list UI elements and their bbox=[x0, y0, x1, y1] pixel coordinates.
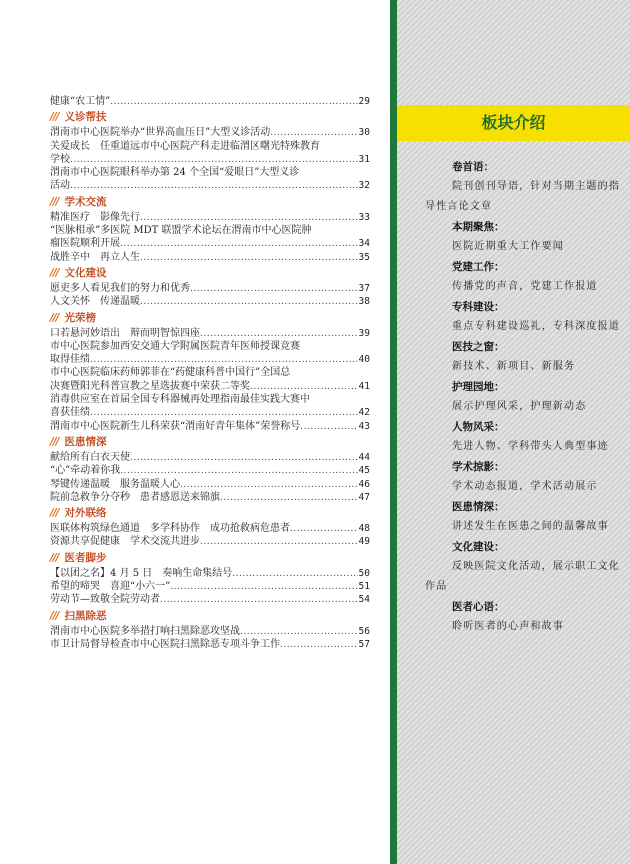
toc-page-number: 57 bbox=[358, 638, 370, 650]
toc-entry-title: 渭南市中心医院新生儿科荣获“渭南好青年集体”荣誉称号 bbox=[50, 420, 301, 432]
leader-dots bbox=[90, 407, 358, 419]
toc-entry[interactable] bbox=[50, 535, 370, 548]
intro-description: 学术动态报道，学术活动展示 bbox=[452, 481, 598, 492]
intro-heading: 医者心语： bbox=[452, 601, 505, 613]
section-intro-list bbox=[425, 157, 625, 637]
toc-section-heading bbox=[50, 264, 370, 282]
toc-page-number: 51 bbox=[358, 581, 370, 593]
toc-page-number: 30 bbox=[358, 127, 370, 139]
toc-entry[interactable] bbox=[50, 451, 370, 464]
toc-entry[interactable] bbox=[50, 593, 370, 606]
toc-entry[interactable] bbox=[50, 420, 370, 433]
leader-dots bbox=[70, 180, 358, 192]
leader-dots bbox=[110, 96, 357, 108]
section-title: 对外联络 bbox=[64, 507, 107, 520]
toc-entry[interactable] bbox=[50, 393, 370, 406]
toc-entry[interactable] bbox=[50, 295, 370, 308]
toc-entry-title: 市中心医院参加西安交通大学附属医院青年医师授课竞赛 bbox=[50, 340, 300, 352]
section-slash-icon: /// bbox=[50, 311, 59, 324]
toc-entry-title: 喜获佳绩 bbox=[50, 407, 90, 419]
toc-entry-title: 希望的啼哭 喜迎“小六一” bbox=[50, 581, 171, 593]
intro-heading: 学术掠影： bbox=[452, 461, 505, 473]
intro-description: 展示护理风采，护理新动态 bbox=[452, 401, 587, 412]
intro-heading: 文化建设： bbox=[452, 541, 505, 553]
intro-description: 院刊创刊导语，针对当期主题的指导性言论文章 bbox=[425, 181, 620, 212]
toc-entry[interactable] bbox=[50, 179, 370, 192]
leader-dots bbox=[130, 452, 358, 464]
section-slash-icon: /// bbox=[50, 551, 59, 564]
leader-dots bbox=[300, 421, 357, 433]
toc-entry-title: 学校 bbox=[50, 153, 70, 165]
toc-entry[interactable] bbox=[50, 522, 370, 535]
leader-dots bbox=[160, 594, 358, 606]
toc-entry[interactable] bbox=[50, 140, 370, 153]
toc-entry-title: 劳动节—致敬全院劳动者 bbox=[50, 594, 160, 606]
leader-dots bbox=[220, 492, 358, 504]
toc-entry-title: 医联体构筑绿色通道 多学科协作 成功抢救病危患者 bbox=[50, 523, 290, 535]
toc-page-number: 47 bbox=[358, 491, 370, 503]
toc-entry[interactable] bbox=[50, 580, 370, 593]
toc-entry-title: 活动 bbox=[50, 180, 70, 192]
leader-dots bbox=[70, 154, 358, 166]
toc-entry[interactable] bbox=[50, 340, 370, 353]
toc-entry[interactable] bbox=[50, 251, 370, 264]
toc-section-heading bbox=[50, 108, 370, 126]
toc-section-heading bbox=[50, 433, 370, 451]
intro-heading: 本期聚焦： bbox=[452, 221, 505, 233]
leader-dots bbox=[290, 523, 358, 535]
toc-entry-title: “医脉相承”多医院 MDT 联盟学术论坛在渭南市中心医院肿 bbox=[50, 225, 312, 237]
intro-heading: 党建工作： bbox=[452, 261, 505, 273]
section-title: 医者脚步 bbox=[64, 551, 107, 564]
toc-entry-title: 渭南市中心医院眼科举办第 24 个全国“爱眼日”大型义诊 bbox=[50, 167, 300, 179]
toc-entry-title: 市卫计局督导检查市中心医院扫黑除恶专项斗争工作 bbox=[50, 638, 280, 650]
toc-page-number: 43 bbox=[358, 420, 370, 432]
toc-entry-title: 取得佳绩 bbox=[50, 354, 90, 366]
section-slash-icon: /// bbox=[50, 609, 59, 622]
toc-page-number: 44 bbox=[358, 451, 370, 463]
leader-dots bbox=[250, 381, 358, 393]
toc-page-number: 32 bbox=[358, 180, 370, 192]
toc-entry-title: 琴键传递温暖 服务温暖人心 bbox=[50, 478, 180, 490]
toc-entry-title: 渭南市中心医院多举措打响扫黑除恶攻坚战 bbox=[50, 625, 240, 637]
toc-entry[interactable] bbox=[50, 353, 370, 366]
toc-section-heading bbox=[50, 504, 370, 522]
toc-entry[interactable] bbox=[50, 153, 370, 166]
section-title: 扫黑除恶 bbox=[64, 609, 107, 622]
toc-entry-title: 消毒供应室在首届全国专科器械再处理指南最佳实践大赛中 bbox=[50, 394, 310, 406]
leader-dots bbox=[270, 127, 357, 139]
section-title: 文化建设 bbox=[64, 266, 107, 279]
toc-entry[interactable] bbox=[50, 567, 370, 580]
intro-heading: 医患情深： bbox=[452, 501, 505, 513]
intro-heading: 专科建设： bbox=[452, 301, 505, 313]
toc-entry-title: 人文关怀 传递温暖 bbox=[50, 296, 140, 308]
intro-description: 讲述发生在医患之间的温馨故事 bbox=[452, 521, 609, 532]
toc-page-number: 33 bbox=[358, 211, 370, 223]
toc-entry[interactable] bbox=[50, 491, 370, 504]
toc-section-heading bbox=[50, 549, 370, 567]
toc-entry[interactable] bbox=[50, 126, 370, 139]
intro-heading: 医技之窗： bbox=[452, 341, 505, 353]
toc-entry[interactable] bbox=[50, 224, 370, 237]
leader-dots bbox=[140, 296, 358, 308]
leader-dots bbox=[280, 639, 358, 651]
toc-page-number: 35 bbox=[358, 251, 370, 263]
toc-section-heading bbox=[50, 607, 370, 625]
leader-dots bbox=[200, 536, 358, 548]
toc-page-number: 34 bbox=[358, 238, 370, 250]
intro-heading: 护理园地： bbox=[452, 381, 505, 393]
toc-page-number: 41 bbox=[358, 380, 370, 392]
intro-heading: 人物风采： bbox=[452, 421, 505, 433]
toc-entry-title: 献给所有白衣天使 bbox=[50, 451, 130, 463]
leader-dots bbox=[90, 354, 358, 366]
toc-page-number: 40 bbox=[358, 354, 370, 366]
leader-dots bbox=[140, 212, 358, 224]
intro-description: 传播党的声音，党建工作报道 bbox=[452, 281, 598, 292]
toc-entry[interactable] bbox=[50, 95, 370, 108]
toc-page-number: 42 bbox=[358, 407, 370, 419]
section-title: 义诊帮扶 bbox=[64, 111, 107, 124]
leader-dots bbox=[240, 626, 358, 638]
section-slash-icon: /// bbox=[50, 195, 59, 208]
toc-entry[interactable] bbox=[50, 380, 370, 393]
green-divider-stripe bbox=[390, 0, 397, 864]
intro-heading: 卷首语： bbox=[452, 161, 494, 173]
leader-dots bbox=[120, 238, 358, 250]
toc-page-number: 46 bbox=[358, 478, 370, 490]
toc-entry-title: 院前急救争分夺秒 患者感恩送来锦旗 bbox=[50, 491, 220, 503]
toc-entry-title: 渭南市中心医院举办“世界高血压日”大型义诊活动 bbox=[50, 127, 271, 139]
intro-description: 医院近期重大工作要闻 bbox=[452, 241, 564, 252]
toc-section-heading bbox=[50, 309, 370, 327]
toc-page-number: 49 bbox=[358, 536, 370, 548]
toc-entry[interactable] bbox=[50, 166, 370, 179]
toc-section-heading bbox=[50, 193, 370, 211]
toc-entry[interactable] bbox=[50, 638, 370, 651]
toc-page-number: 45 bbox=[358, 465, 370, 477]
toc-entry-title: 健康“农工情” bbox=[50, 96, 111, 107]
section-slash-icon: /// bbox=[50, 111, 59, 124]
section-title: 医患情深 bbox=[64, 435, 107, 448]
toc-entry[interactable] bbox=[50, 625, 370, 638]
toc-entry[interactable] bbox=[50, 327, 370, 340]
toc-entry-title: 决赛暨阳光科普宣教之星选拔赛中荣获二等奖 bbox=[50, 380, 250, 392]
panel-title: 板块介绍 bbox=[481, 113, 546, 132]
intro-description: 新技术、新项目、新服务 bbox=[452, 361, 576, 372]
table-of-contents bbox=[50, 95, 370, 651]
toc-page-number: 37 bbox=[358, 282, 370, 294]
section-title: 学术交流 bbox=[64, 195, 107, 208]
toc-entry-title: 战胜辛中 再立人生 bbox=[50, 251, 140, 263]
toc-entry[interactable] bbox=[50, 366, 370, 379]
toc-entry-title: 愿吏多人看见我们的努力和优秀 bbox=[50, 282, 190, 294]
intro-description: 聆听医者的心声和故事 bbox=[452, 621, 564, 632]
toc-entry[interactable] bbox=[50, 406, 370, 419]
intro-description: 反映医院文化活动，展示职工文化作品 bbox=[425, 561, 620, 592]
intro-description: 重点专科建设巡礼，专科深度报道 bbox=[452, 321, 620, 332]
toc-entry[interactable] bbox=[50, 237, 370, 250]
toc-entry-title: 口若悬河妙语出 辩而明智惊四座 bbox=[50, 327, 200, 339]
toc-page-number: 31 bbox=[358, 153, 370, 165]
toc-entry-title: 【以团之名】4 月 5 日 奏响生命集结号 bbox=[50, 567, 233, 579]
toc-entry-title: 资源共享促健康 学术交流共进步 bbox=[50, 536, 200, 548]
leader-dots bbox=[232, 568, 357, 580]
section-slash-icon: /// bbox=[50, 435, 59, 448]
section-title: 光荣榜 bbox=[64, 311, 97, 324]
leader-dots bbox=[200, 328, 358, 340]
toc-page-number: 38 bbox=[358, 296, 370, 308]
toc-page-number: 50 bbox=[358, 567, 370, 579]
toc-entry[interactable] bbox=[50, 282, 370, 295]
toc-entry[interactable] bbox=[50, 464, 370, 477]
toc-entry-title: 关爱成长 任重道远市中心医院产科走进临渭区曙光特殊教育 bbox=[50, 140, 320, 152]
intro-description: 先进人物、学科带头人典型事迹 bbox=[452, 441, 609, 452]
toc-entry-title: 精准医疗 影像先行 bbox=[50, 211, 140, 223]
leader-dots bbox=[120, 465, 357, 477]
toc-entry[interactable] bbox=[50, 478, 370, 491]
leader-dots bbox=[170, 581, 357, 593]
toc-page-number: 54 bbox=[358, 594, 370, 606]
section-slash-icon: /// bbox=[50, 266, 59, 279]
toc-page-number: 56 bbox=[358, 625, 370, 637]
toc-entry-title: 瘤医院顺利开展 bbox=[50, 238, 120, 250]
leader-dots bbox=[140, 252, 358, 264]
toc-page-number: 39 bbox=[358, 327, 370, 339]
toc-entry-title: 市中心医院临床药师郭菲在“药健康科普中国行”全国总 bbox=[50, 367, 291, 379]
section-slash-icon: /// bbox=[50, 507, 59, 520]
toc-page-number: 29 bbox=[358, 96, 370, 107]
toc-entry[interactable] bbox=[50, 211, 370, 224]
leader-dots bbox=[180, 479, 358, 491]
leader-dots bbox=[190, 283, 358, 295]
toc-page-number: 48 bbox=[358, 523, 370, 535]
toc-entry-title: “心”牵动着你我 bbox=[50, 465, 121, 477]
